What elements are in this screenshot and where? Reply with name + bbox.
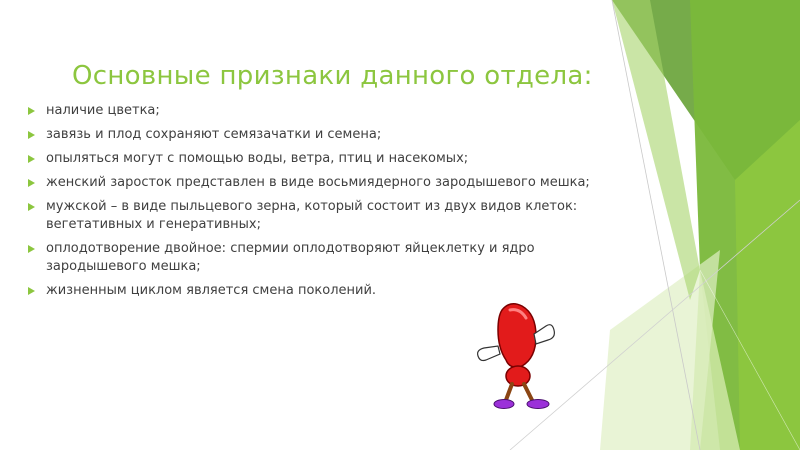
- mascot-right-leg: [524, 384, 532, 400]
- triangle-bullet-icon: [28, 155, 35, 163]
- mascot-left-shoe: [494, 400, 514, 409]
- list-item: [28, 174, 628, 192]
- list-item-text: наличие цветка;: [46, 103, 160, 118]
- list-item: [28, 102, 628, 120]
- mascot-right-glove: [534, 325, 554, 344]
- triangle-bullet-icon: [28, 245, 35, 253]
- list-item: [28, 150, 628, 168]
- triangle-bullet-icon: [28, 179, 35, 187]
- list-item-text: женский заросток представлен в виде восьмиядерного зародышевого мешка;: [46, 175, 590, 190]
- list-item-text: оплодотворение двойное: спермии оплодотворяют яйцеклетку и ядро зародышевого мешка;: [46, 241, 535, 274]
- red-cartoon-character-icon: [470, 300, 570, 420]
- list-item-text: опыляться могут с помощью воды, ветра, птиц и насекомых;: [46, 151, 469, 166]
- mascot-left-glove: [478, 346, 500, 361]
- triangle-bullet-icon: [28, 287, 35, 295]
- mascot-left-leg: [506, 384, 512, 400]
- slide-title: Основные признаки данного отдела:: [72, 61, 593, 92]
- list-item: [28, 282, 628, 300]
- triangle-bullet-icon: [28, 131, 35, 139]
- list-item: [28, 240, 628, 276]
- list-item-text: жизненным циклом является смена поколений.: [46, 283, 377, 298]
- triangle-bullet-icon: [28, 203, 35, 211]
- triangle-bullet-icon: [28, 107, 35, 115]
- bullet-list: [28, 102, 628, 306]
- list-item: [28, 126, 628, 144]
- mascot-right-shoe: [527, 400, 549, 409]
- list-item: [28, 198, 628, 234]
- list-item-text: завязь и плод сохраняют семязачатки и семена;: [46, 127, 382, 142]
- mascot-body: [506, 366, 530, 386]
- mascot-head: [498, 304, 536, 367]
- list-item-text: мужской – в виде пыльцевого зерна, который состоит из двух видов клеток: вегетативных и генеративных;: [46, 199, 578, 232]
